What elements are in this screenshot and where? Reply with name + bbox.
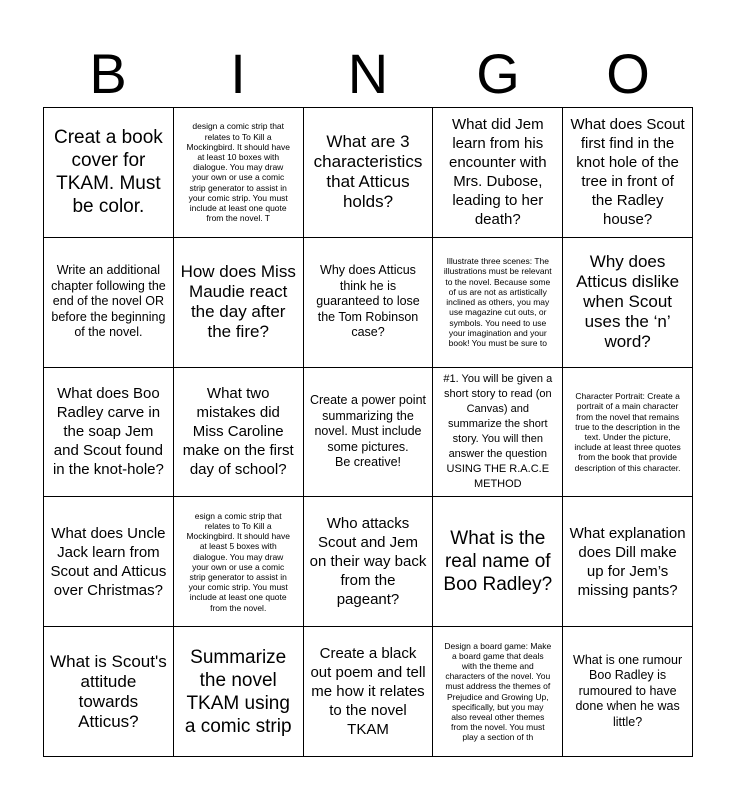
bingo-cell [304, 497, 434, 627]
bingo-header [43, 40, 693, 108]
cell-text: Creat a book cover for TKAM. Must be color. [54, 127, 163, 218]
bingo-grid [43, 107, 693, 757]
header-letter-b: B [89, 42, 127, 105]
bingo-cell [174, 238, 304, 368]
bingo-cell [304, 627, 434, 757]
cell-text: What is one rumour Boo Radley is rumoured to have done when he was little? [573, 652, 683, 729]
bingo-cell [563, 627, 693, 757]
bingo-cell [304, 368, 434, 498]
bingo-cell [44, 627, 174, 757]
cell-text: Summarize the novel TKAM using a comic strip [184, 646, 292, 737]
bingo-cell [44, 497, 174, 627]
cell-text: esign a comic strip that relates to To Kill a Mockingbird. It should have at least 5 boxes with dialogue. You may draw your own or use a comic strip generator to assist in your comic strip. You must include at least one quote from the novel. [186, 510, 290, 613]
cell-text: What is Scout's attitude towards Atticus? [50, 651, 167, 731]
bingo-cell [563, 238, 693, 368]
cell-text: What does Scout first find in the knot hole of the tree in front of the Radley house? [570, 116, 685, 229]
cell-text: What two mistakes did Miss Caroline make on the first day of school? [182, 385, 294, 479]
bingo-cell [304, 108, 434, 238]
cell-text: Why does Atticus dislike when Scout uses the ‘n’ word? [576, 252, 680, 352]
bingo-cell [433, 368, 563, 498]
header-letter-n: N [347, 42, 389, 105]
cell-text: Character Portrait: Create a portrait of a main character from the novel that remains true to the description in the text. Under the picture, include at least three quotes from the book that provide description of this character. [574, 391, 681, 473]
bingo-cell [433, 108, 563, 238]
cell-text: Create a black out poem and tell me how it relates to the novel TKAM [310, 645, 426, 739]
bingo-cell [174, 368, 304, 498]
cell-text: What does Uncle Jack learn from Scout and Atticus over Christmas? [50, 524, 167, 599]
cell-text: Who attacks Scout and Jem on their way back from the pageant? [309, 515, 427, 609]
bingo-cell [44, 368, 174, 498]
bingo-cell [433, 238, 563, 368]
bingo-cell [433, 497, 563, 627]
cell-text: Design a board game: Make a board game that deals with the theme and characters of the novel. You must address the themes of Prejudice and Growing Up, specifically, but you may also reveal other themes from the novel. You must play a section of th [444, 640, 552, 743]
bingo-cell [44, 238, 174, 368]
bingo-cell [563, 497, 693, 627]
header-letter-o: O [606, 42, 650, 105]
cell-text: Write an additional chapter following the end of the novel OR before the beginning of the novel. [51, 263, 166, 340]
cell-text: Create a power point summarizing the novel. Must include some pictures. Be creative! [309, 393, 427, 470]
header-letter-g: G [476, 42, 520, 105]
cell-text: How does Miss Maudie react the day after the fire? [180, 262, 296, 342]
bingo-cell [563, 368, 693, 498]
bingo-cell [174, 627, 304, 757]
cell-text: What did Jem learn from his encounter with Mrs. Dubose, leading to her death? [449, 116, 547, 229]
cell-text: What does Boo Radley carve in the soap Jem and Scout found in the knot-hole? [52, 385, 164, 479]
header-letter-i: I [230, 42, 246, 105]
cell-text: Illustrate three scenes: The illustrations must be relevant to the novel. Because some of us are not as artistically inclined as others, you may use magazine cut outs, or symbols. You need to use your imagination and your book! You must be sure to [443, 256, 552, 348]
cell-text: design a comic strip that relates to To Kill a Mockingbird. It should have at least 10 boxes with dialogue. You may draw your own or use a comic strip generator to assist in your comic strip. You must include at least one quote from the novel. T [186, 121, 290, 224]
bingo-cell [304, 238, 434, 368]
bingo-cell [44, 108, 174, 238]
bingo-cell [563, 108, 693, 238]
bingo-cell [174, 108, 304, 238]
cell-text: Why does Atticus think he is guaranteed to lose the Tom Robinson case? [316, 263, 420, 340]
bingo-cell [174, 497, 304, 627]
cell-text: What are 3 characteristics that Atticus holds? [313, 132, 423, 212]
bingo-cell [433, 627, 563, 757]
cell-text: #1. You will be given a short story to read (on Canvas) and summarize the short story. You will then answer the question USING THE R.A.C.E METHOD [443, 372, 553, 490]
cell-text: What explanation does Dill make up for Jem’s missing pants? [569, 524, 686, 599]
cell-text: What is the real name of Boo Radley? [443, 528, 553, 596]
